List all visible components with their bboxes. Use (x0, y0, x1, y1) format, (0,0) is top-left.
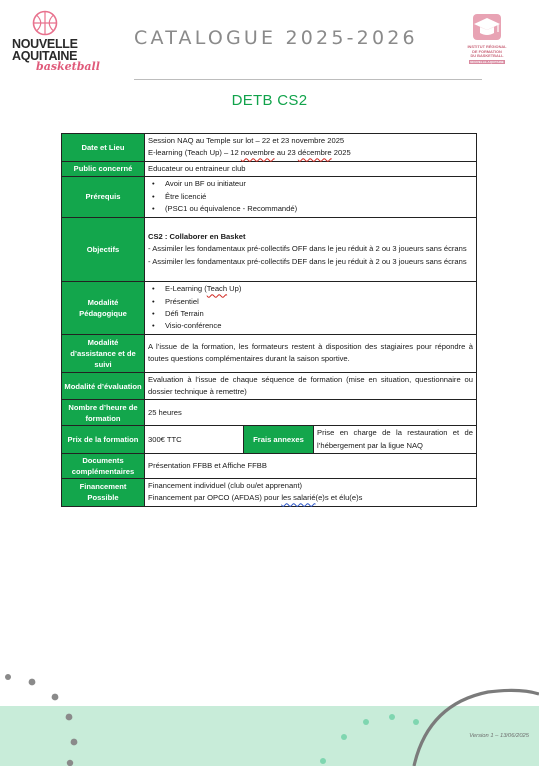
frais-annexes-label: Frais annexes (244, 426, 314, 454)
spellcheck-word: décembre (297, 148, 332, 158)
table-row (62, 176, 477, 217)
date-text: au 23 (274, 148, 298, 158)
institut-line-2: DE FORMATION (472, 48, 502, 54)
table-row (62, 479, 477, 507)
date-lieu-label: Date et Lieu (62, 134, 145, 162)
grammar-word: les salarié (281, 493, 316, 503)
evaluation-value: Evaluation à l’issue de chaque séquence de formation (mise en situation, questionnaire ou dossier technique à remettre) (145, 372, 477, 400)
formation-info-table (61, 133, 477, 507)
decor-dot (363, 719, 369, 725)
prix-label: Prix de la formation (62, 426, 145, 454)
financement-text: (e)s et élu(e)s (315, 493, 363, 503)
table-row (62, 426, 477, 454)
list-item: • (PSC1 ou équivalence - Recommandé) (148, 203, 473, 215)
decor-dot (29, 679, 36, 686)
logo-line-2: AQUITAINE (12, 49, 78, 63)
modalite-pedagogique-label: Modalité Pédagogique (62, 281, 145, 334)
public-label: Public concerné (62, 161, 145, 176)
institut-line-1: INSTITUT RÉGIONAL (467, 44, 507, 49)
institut-line-3: DU BASKETBALL (470, 53, 504, 59)
list-item: • Présentiel (148, 296, 473, 308)
logo-line-1: NOUVELLE (12, 37, 78, 51)
spellcheck-word: novembre (240, 148, 275, 158)
institut-regional-logo (459, 12, 515, 68)
heures-value: 25 heures (145, 400, 477, 426)
list-item: • Défi Terrain (148, 308, 473, 320)
elearning-text: Up) (227, 284, 242, 294)
decor-dot (320, 758, 326, 764)
documents-label: Documents complémentaires (62, 454, 145, 479)
decor-dot (413, 719, 419, 725)
objectifs-value (145, 217, 477, 281)
date-text: E-learning (Teach Up) – 12 (148, 148, 241, 158)
date-lieu-value (145, 134, 477, 162)
prerequis-label: Prérequis (62, 176, 145, 217)
financement-text: Financement par OPCO (AFDAS) pour (148, 493, 282, 503)
table-row (62, 281, 477, 334)
date-lieu-line-1: Session NAQ au Temple sur lot – 22 et 23 novembre 2025 (148, 136, 345, 145)
document-title: DETB CS2 (231, 92, 308, 109)
prerequis-value (145, 176, 477, 217)
assistance-value: A l’issue de la formation, les formateurs restent à disposition des stagiaires pour répondre à toutes questions complémentaires durant la saison sportive. (145, 334, 477, 372)
table-row (62, 454, 477, 479)
header-divider (134, 79, 482, 80)
table-row (62, 134, 477, 162)
table-row (62, 372, 477, 400)
spellcheck-word: Teach (206, 284, 228, 294)
date-text: 2025 (331, 148, 351, 158)
financement-line-2 (148, 492, 473, 504)
prerequis-list (148, 178, 473, 215)
institut-name (459, 45, 515, 59)
list-item: • Être licencié (148, 191, 473, 203)
assistance-label: Modalité d’assistance et de suivi (62, 334, 145, 372)
list-item: • Avoir un BF ou initiateur (148, 178, 473, 190)
catalogue-title: CATALOGUE 2025-2026 (134, 27, 418, 49)
table-row (62, 161, 477, 176)
date-lieu-line-2 (148, 147, 473, 159)
version-label: Version 1 – 13/06/2025 (469, 733, 529, 739)
elearning-text: E-Learning ( (165, 284, 207, 294)
institut-region-bar (469, 60, 505, 64)
graduation-cap-icon (467, 12, 507, 44)
basketball-icon (32, 10, 58, 36)
footer-decoration (0, 660, 539, 766)
financement-line-1: Financement individuel (club ou/et apprenant) (148, 481, 303, 491)
decor-dot (67, 760, 73, 766)
evaluation-label: Modalité d’évaluation (62, 372, 145, 400)
prix-value: 300€ TTC (145, 426, 244, 454)
heures-label: Nombre d’heure de formation (62, 400, 145, 426)
frais-annexes-value: Prise en charge de la restauration et de l’hébergement par la ligue NAQ (314, 426, 477, 454)
decor-dot (389, 714, 395, 720)
objectifs-line-1: - Assimiler les fondamentaux pré-collectifs OFF dans le jeu réduit à 2 ou 3 joueurs sans écrans (148, 244, 467, 254)
financement-label: Financement Possible (62, 479, 145, 507)
modalite-pedagogique-value (145, 281, 477, 334)
nouvelle-aquitaine-basketball-logo (6, 8, 100, 73)
table-row (62, 334, 477, 372)
institut-line-4: NOUVELLE-AQUITAINE (470, 59, 504, 64)
objectifs-heading: CS2 : Collaborer en Basket (148, 231, 246, 241)
logo-line-3: basketball (36, 60, 100, 73)
public-value: Educateur ou entraineur club (145, 161, 477, 176)
modalite-list (148, 283, 473, 332)
objectifs-line-2: - Assimiler les fondamentaux pré-collectifs DEF dans le jeu réduit à 2 ou 3 joueurs sans écrans (148, 256, 467, 266)
documents-value: Présentation FFBB et Affiche FFBB (145, 454, 477, 479)
decor-dot (341, 734, 347, 740)
list-item (148, 283, 473, 295)
decor-dot (52, 694, 59, 701)
list-item: • Visio-conférence (148, 320, 473, 332)
objectifs-label: Objectifs (62, 217, 145, 281)
decor-dot (71, 739, 78, 746)
decor-dot (5, 674, 11, 680)
financement-value (145, 479, 477, 507)
table-row (62, 217, 477, 281)
decor-dot (66, 714, 73, 721)
table-row (62, 400, 477, 426)
decor-arc (414, 690, 539, 766)
